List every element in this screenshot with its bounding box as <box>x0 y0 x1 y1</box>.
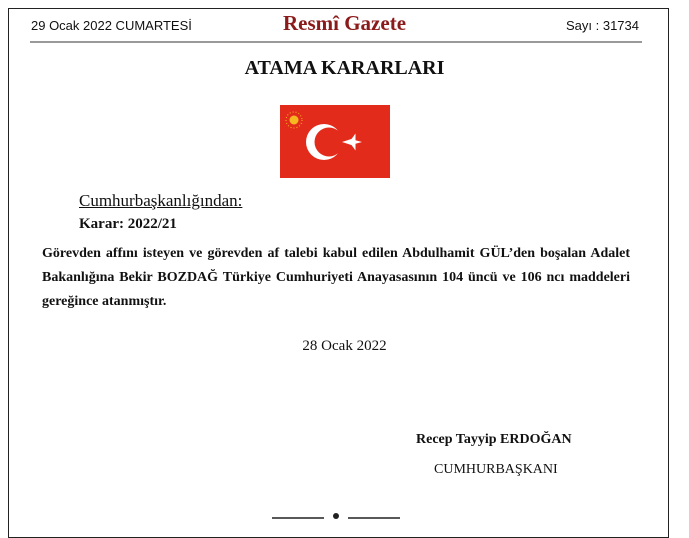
issue-number: Sayı : 31734 <box>566 18 639 33</box>
page-title: ATAMA KARARLARI <box>244 57 445 79</box>
header-date: 29 Ocak 2022 CUMARTESİ <box>31 18 192 33</box>
issuing-authority: Cumhurbaşkanlığından: <box>79 191 243 210</box>
header-divider <box>30 41 642 43</box>
decision-date: 28 Ocak 2022 <box>302 338 387 354</box>
gazette-title: Resmî Gazete <box>282 11 407 35</box>
signatory-role: CUMHURBAŞKANI <box>434 462 558 477</box>
decision-number: Karar: 2022/21 <box>79 216 177 232</box>
decision-text: Görevden affını isteyen ve görevden af talebi kabul edilen Abdulhamit GÜL’den boşalan Adalet Bakanlığına Bekir BOZDAĞ Türkiye Cumhuriyeti Anayasasının 104 üncü ve 106 ncı maddeleri gereğince atanmıştır. <box>42 246 630 309</box>
signatory-name: Recep Tayyip ERDOĞAN <box>416 432 572 447</box>
turkish-presidential-flag-icon <box>280 105 390 178</box>
section-separator <box>272 511 400 521</box>
